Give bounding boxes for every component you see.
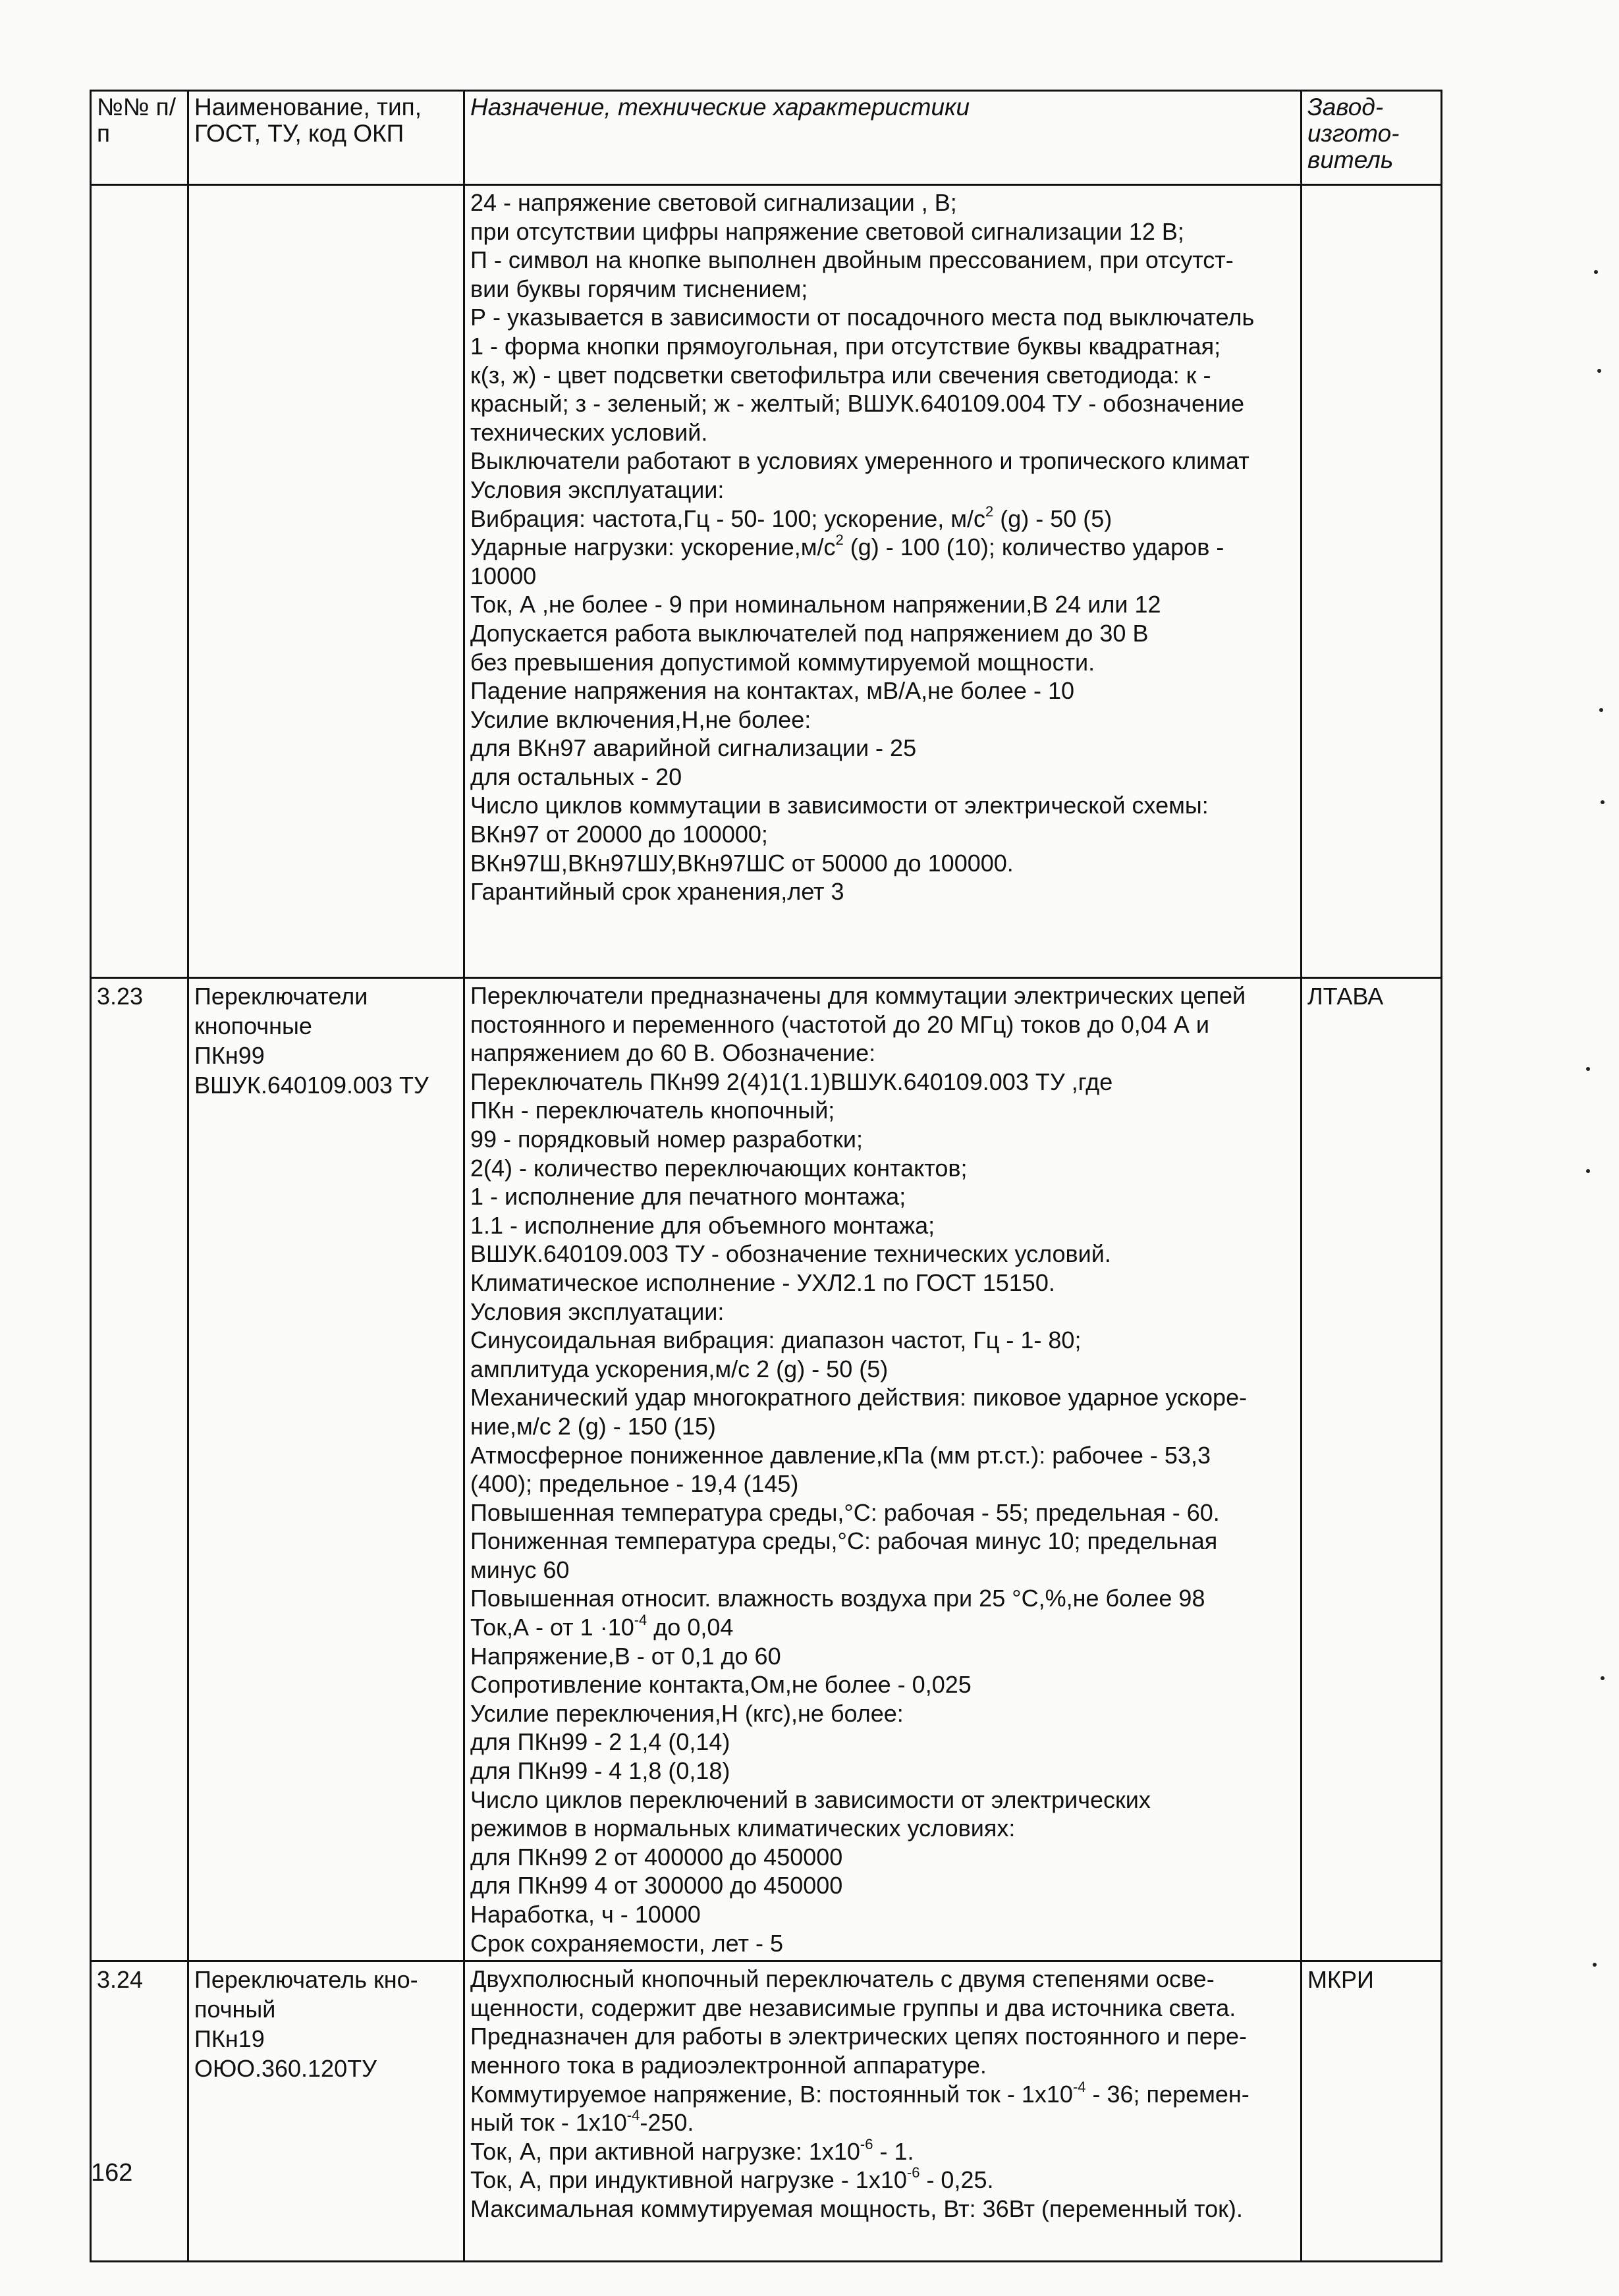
page-number: 162 (91, 2159, 133, 2187)
row-number (91, 185, 188, 978)
text-line: Ток,А - от $1 \cdot 10^{-4}$ до 0,04 (470, 1612, 734, 1641)
text-line: Переключатели (194, 983, 368, 1010)
text-line: ПКн19 (194, 2025, 265, 2053)
scan-speck (1601, 1676, 1605, 1680)
text-line: 10000 (470, 562, 537, 589)
row-manufacturer: МКРИ (1302, 1961, 1442, 2262)
text-line: Повышенная относит. влажность воздуха при 25 °С,%,не более 98 (470, 1585, 1205, 1612)
table-row (91, 1961, 1442, 2262)
text-line: для ПКн99 4 от 300000 до 450000 (470, 1872, 843, 1900)
scan-speck (1586, 1169, 1590, 1173)
text-line: технических условий. (470, 418, 708, 446)
scan-speck (1599, 708, 1603, 712)
text-line: напряжением до 60 В. Обозначение: (470, 1039, 876, 1067)
row-description (464, 978, 1302, 1961)
text-line: 99 - порядковый номер разработки; (470, 1125, 864, 1153)
text-line: при отсутствии цифры напряжение световой сигнализации 12 В; (470, 217, 1184, 245)
row-name (188, 185, 464, 978)
header-name: Наименование, тип, ГОСТ, ТУ, код ОКП (188, 91, 464, 185)
table-header-row (91, 91, 1442, 185)
text-line: Число циклов коммутации в зависимости от электрической схемы: (470, 792, 1209, 819)
text-line: Предназначен для работы в электрических цепях постоянного и пере- (470, 2023, 1247, 2050)
text-line: минус 60 (470, 1556, 570, 1583)
text-line: 1.1 - исполнение для объемного монтажа; (470, 1211, 935, 1239)
text-line: Коммутируемое напряжение, В: постоянный ток - $1х10^{-4} - 36$; перемен- (470, 2078, 1249, 2108)
text-line: Ударные нагрузки: $ускорение,м/с^2$ (g) - 100 (10); количество ударов - (470, 532, 1224, 561)
text-line: для ВКн97 аварийной сигнализации - 25 (470, 734, 917, 762)
text-line: (400); предельное - 19,4 (145) (470, 1470, 799, 1498)
text-line: Падение напряжения на контактах, мВ/А,не более - 10 (470, 677, 1074, 705)
text-line: менного тока в радиоэлектронной аппаратуре. (470, 2051, 987, 2079)
text-line: Пониженная температура среды,°С: рабочая минус 10; предельная (470, 1527, 1218, 1555)
text-line: ный ток - $1х10^{-4}-250$. (470, 2107, 694, 2137)
text-line: вии буквы горячим тиснением; (470, 275, 808, 302)
scan-speck (1601, 800, 1605, 804)
scan-speck (1593, 1963, 1597, 1967)
row-manufacturer: ЛТАВА (1302, 978, 1442, 1961)
text-line: Ток, А ,не более - 9 при номинальном напряжении,В 24 или 12 (470, 591, 1161, 618)
text-line: кнопочные (194, 1012, 312, 1039)
text-line: для ПКн99 - 2 1,4 (0,14) (470, 1728, 730, 1756)
text-line: Усилие переключения,Н (кгс),не более: (470, 1699, 904, 1727)
text-line: Климатическое исполнение - УХЛ2.1 по ГОСТ 15150. (470, 1269, 1055, 1296)
text-line: Атмосферное пониженное давление,кПа (мм рт.ст.): рабочее - 53,3 (470, 1441, 1211, 1469)
scan-speck (1597, 369, 1601, 373)
text-line: ВКн97Ш,ВКн97ШУ,ВКн97ШС от 50000 до 100000. (470, 849, 1014, 877)
text-line: Гарантийный срок хранения,лет 3 (470, 878, 844, 906)
header-number: №№ п/п (91, 91, 188, 185)
scan-speck (1586, 1067, 1590, 1071)
text-line: ВШУК.640109.003 ТУ (194, 1072, 429, 1099)
text-line: Синусоидальная вибрация: диапазон частот, Гц - 1- 80; (470, 1326, 1082, 1354)
scan-speck (1594, 270, 1598, 274)
row-number: 3.23 (91, 978, 188, 1961)
text-line: П - символ на кнопке выполнен двойным прессованием, при отсутст- (470, 246, 1234, 274)
header-manufacturer: Завод-изгото-витель (1302, 91, 1442, 185)
header-description: Назначение, технические характеристики (464, 91, 1302, 185)
text-line: ПКн - переключатель кнопочный; (470, 1097, 835, 1124)
text-line: Напряжение,В - от 0,1 до 60 (470, 1642, 781, 1670)
row-description (464, 185, 1302, 978)
text-line: Срок сохраняемости, лет - 5 (470, 1929, 783, 1957)
table-row (91, 185, 1442, 978)
text-line: почный (194, 1996, 276, 2023)
text-line: амплитуда ускорения,м/с 2 (g) - 50 (5) (470, 1355, 889, 1382)
text-line: для ПКн99 - 4 1,8 (0,18) (470, 1757, 730, 1785)
table-row (91, 978, 1442, 1961)
text-line: ние,м/с 2 (g) - 150 (15) (470, 1412, 716, 1440)
text-line: Механический удар многократного действия: пиковое ударное ускоре- (470, 1384, 1248, 1411)
text-line: Ток, А, при индуктивной нагрузке - $1х10^{-6} - 0,25$. (470, 2164, 994, 2194)
text-line: ВКн97 от 20000 до 100000; (470, 821, 768, 848)
row-name (188, 1961, 464, 2262)
text-line: Переключатель кно- (194, 1966, 418, 1994)
text-line: 1 - исполнение для печатного монтажа; (470, 1183, 906, 1211)
text-line: 2(4) - количество переключающих контактов; (470, 1154, 968, 1182)
text-line: для ПКн99 2 от 400000 до 450000 (470, 1843, 843, 1871)
text-line: 24 - напряжение световой сигнализации , В; (470, 189, 957, 216)
text-line: Двухполюсный кнопочный переключатель с двумя степенями осве- (470, 1965, 1215, 1993)
text-line: Переключатели предназначены для коммутации электрических цепей (470, 982, 1246, 1009)
text-line: Выключатели работают в условиях умеренного и тропического климат (470, 447, 1249, 475)
text-line: постоянного и переменного (частотой до 20 МГц) токов до 0,04 А и (470, 1010, 1209, 1038)
text-line: Усилие включения,Н,не более: (470, 705, 811, 733)
text-line: Вибрация: частота,Гц - 50- 100; ускорение, $м/с^2$ (g) - 50 (5) (470, 503, 1112, 532)
row-description (464, 1961, 1302, 2262)
row-name (188, 978, 464, 1961)
text-line: Р - указывается в зависимости от посадочного места под выключатель (470, 304, 1255, 331)
text-line: Условия эксплуатации: (470, 476, 725, 503)
text-line: Условия эксплуатации: (470, 1298, 725, 1325)
text-line: Наработка, ч - 10000 (470, 1901, 701, 1928)
text-line: Переключатель ПКн99 2(4)1(1.1)ВШУК.640109.003 ТУ ,где (470, 1068, 1113, 1095)
text-line: щенности, содержит две независимые группы и два источника света. (470, 1994, 1236, 2021)
text-line: Максимальная коммутируемая мощность, Вт: 36Вт (переменный ток). (470, 2195, 1243, 2222)
text-line: Допускается работа выключателей под напряжением до 30 В (470, 619, 1149, 647)
text-line: режимов в нормальных климатических условиях: (470, 1815, 1016, 1842)
row-manufacturer (1302, 185, 1442, 978)
text-line: Повышенная температура среды,°С: рабочая - 55; предельная - 60. (470, 1498, 1220, 1526)
text-line: Ток, А, при активной нагрузке: $1х10^{-6} - 1$. (470, 2135, 914, 2165)
text-line: ОЮО.360.120ТУ (194, 2055, 377, 2083)
text-line: ПКн99 (194, 1042, 265, 1069)
text-line: без превышения допустимой коммутируемой мощности. (470, 648, 1095, 676)
text-line: к(з, ж) - цвет подсветки светофильтра или свечения светодиода: к - (470, 361, 1211, 389)
spec-table (90, 90, 1442, 2262)
text-line: красный; з - зеленый; ж - желтый; ВШУК.640109.004 ТУ - обозначение (470, 390, 1245, 418)
row-number: 3.24 (91, 1961, 188, 2262)
text-line: Сопротивление контакта,Ом,не более - 0,025 (470, 1671, 972, 1699)
text-line: 1 - форма кнопки прямоугольная, при отсутствие буквы квадратная; (470, 332, 1221, 360)
text-line: ВШУК.640109.003 ТУ - обозначение технических условий. (470, 1240, 1111, 1268)
text-line: для остальных - 20 (470, 763, 682, 790)
text-line: Число циклов переключений в зависимости от электрических (470, 1786, 1151, 1813)
